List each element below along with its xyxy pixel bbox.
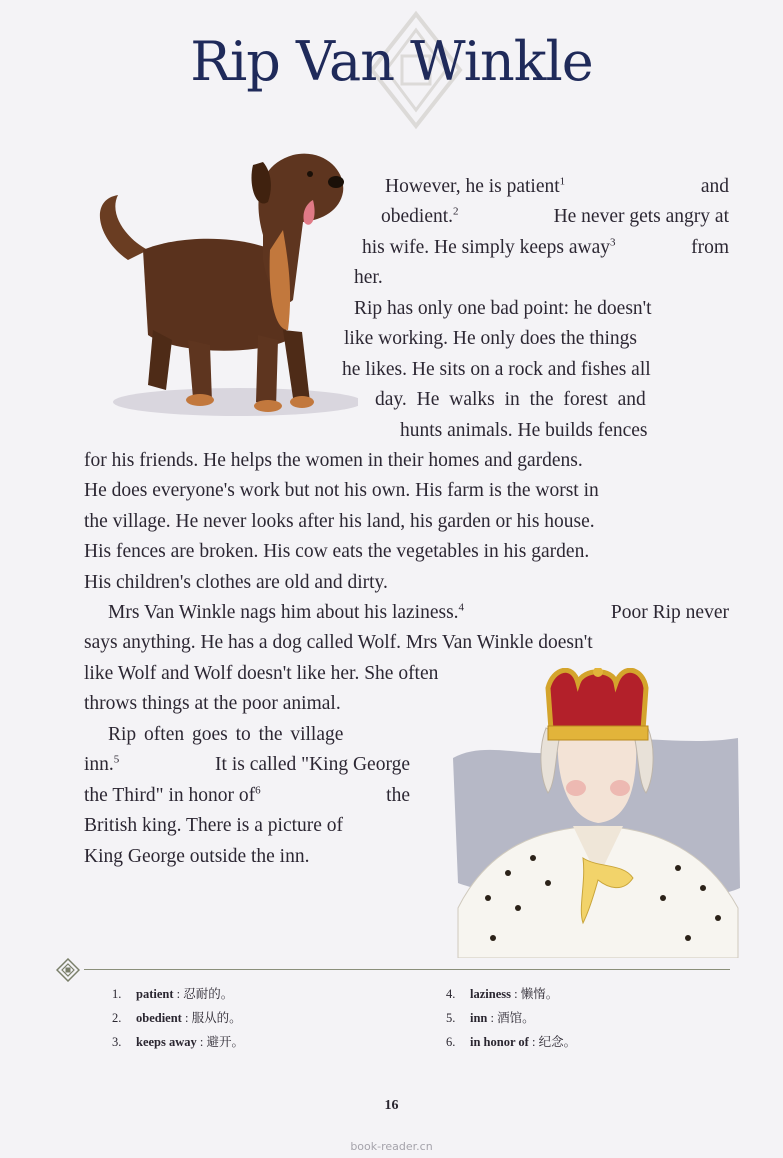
text-fragment: Poor Rip never bbox=[610, 602, 729, 623]
text-fragment: his wife. He simply keeps away bbox=[362, 236, 611, 258]
paragraph-2-line-6: for his friends. He helps the women in their homes and gardens. bbox=[84, 450, 583, 472]
text-fragment: the bbox=[386, 784, 410, 806]
paragraph-3-line-2: says anything. He has a dog called Wolf. Mrs Van Winkle doesn't bbox=[84, 632, 593, 654]
paragraph-2-line-4: day. He walks in the forest and bbox=[375, 389, 646, 411]
footnote-ref-6: 6 bbox=[255, 784, 261, 797]
glossary-term: in honor of bbox=[470, 1035, 529, 1049]
paragraph-2-line-8: the village. He never looks after his land, his garden or his house. bbox=[84, 510, 595, 532]
text-fragment: from bbox=[691, 236, 729, 258]
text-fragment: and bbox=[700, 176, 729, 197]
glossary-diamond-icon bbox=[56, 958, 80, 982]
watermark: book-reader.cn bbox=[350, 1140, 433, 1153]
paragraph-3 bbox=[84, 598, 729, 720]
text-fragment: the Third" in honor of bbox=[84, 784, 256, 806]
paragraph-2-line-1: Rip has only one bad point: he doesn't bbox=[354, 298, 652, 319]
paragraph-2 bbox=[84, 294, 729, 598]
glossary-meaning: 懒惰。 bbox=[520, 987, 559, 1001]
glossary-column-left bbox=[112, 982, 244, 1054]
glossary-column-right bbox=[446, 982, 576, 1054]
text-fragment: He never gets angry at bbox=[553, 206, 729, 228]
glossary-item: 3. keeps away : 避开。 bbox=[112, 1035, 245, 1049]
paragraph-3-line-4: throws things at the poor animal. bbox=[84, 693, 341, 715]
text-fragment: obedient. bbox=[381, 206, 454, 228]
glossary-item: 2. obedient : 服从的。 bbox=[112, 1011, 242, 1025]
paragraph-1-line-1 bbox=[385, 172, 729, 202]
text-fragment: Mrs Van Winkle nags him about his laziness. bbox=[108, 602, 459, 623]
glossary-divider bbox=[84, 969, 730, 970]
footnote-ref-3: 3 bbox=[610, 236, 616, 249]
paragraph-2-line-9: His fences are broken. His cow eats the vegetables in his garden. bbox=[84, 541, 590, 563]
glossary-meaning: 避开。 bbox=[206, 1035, 245, 1049]
glossary-term: laziness bbox=[470, 987, 511, 1001]
paragraph-4-line-5: King George outside the inn. bbox=[84, 845, 310, 867]
glossary-term: inn bbox=[470, 1011, 488, 1025]
paragraph-2-line-2: like working. He only does the things bbox=[344, 328, 638, 350]
paragraph-2-line-5: hunts animals. He builds fences bbox=[400, 419, 648, 441]
glossary-item: 5. inn : 酒馆。 bbox=[446, 1011, 535, 1025]
footnote-ref-1: 1 bbox=[559, 175, 566, 188]
paragraph-1-line-2 bbox=[381, 202, 729, 232]
glossary-term: keeps away bbox=[136, 1035, 197, 1049]
glossary-term: patient bbox=[136, 987, 174, 1001]
glossary-meaning: 纪念。 bbox=[538, 1035, 577, 1049]
paragraph-2-line-10: His children's clothes are old and dirty. bbox=[84, 571, 388, 593]
page-title: Rip Van Winkle bbox=[190, 30, 593, 93]
text-fragment: It is called "King George bbox=[215, 754, 410, 776]
paragraph-4-line-3 bbox=[84, 781, 410, 811]
paragraph-1-line-3 bbox=[362, 233, 729, 263]
glossary-meaning: 酒馆。 bbox=[497, 1011, 535, 1025]
glossary-item: 6. in honor of : 纪念。 bbox=[446, 1035, 577, 1049]
paragraph-1 bbox=[352, 172, 729, 294]
glossary-meaning: 服从的。 bbox=[191, 1011, 242, 1025]
paragraph-3-line-1 bbox=[84, 598, 729, 628]
glossary-meaning: 忍耐的。 bbox=[183, 987, 234, 1001]
glossary-item: 4. laziness : 懒惰。 bbox=[446, 987, 559, 1001]
paragraph-4 bbox=[84, 720, 410, 872]
paragraph-2-line-3: he likes. He sits on a rock and fishes all bbox=[342, 358, 651, 380]
glossary-term: obedient bbox=[136, 1011, 182, 1025]
paragraph-4-line-2 bbox=[84, 750, 410, 780]
paragraph-2-line-7: He does everyone's work but not his own. His farm is the worst in bbox=[84, 480, 599, 502]
footnote-ref-5: 5 bbox=[113, 753, 120, 766]
paragraph-4-line-1: Rip often goes to the village bbox=[108, 724, 344, 745]
text-fragment: inn. bbox=[84, 754, 114, 776]
footnote-ref-4: 4 bbox=[458, 601, 465, 614]
paragraph-4-line-4: British king. There is a picture of bbox=[84, 815, 344, 837]
page-number: 16 bbox=[384, 1098, 399, 1113]
text-fragment: However, he is patient bbox=[385, 176, 560, 197]
paragraph-1-line-4: her. bbox=[354, 267, 383, 289]
paragraph-3-line-3: like Wolf and Wolf doesn't like her. She often bbox=[84, 662, 439, 684]
footnote-ref-2: 2 bbox=[453, 205, 459, 218]
glossary-item: 1. patient : 忍耐的。 bbox=[112, 987, 234, 1001]
